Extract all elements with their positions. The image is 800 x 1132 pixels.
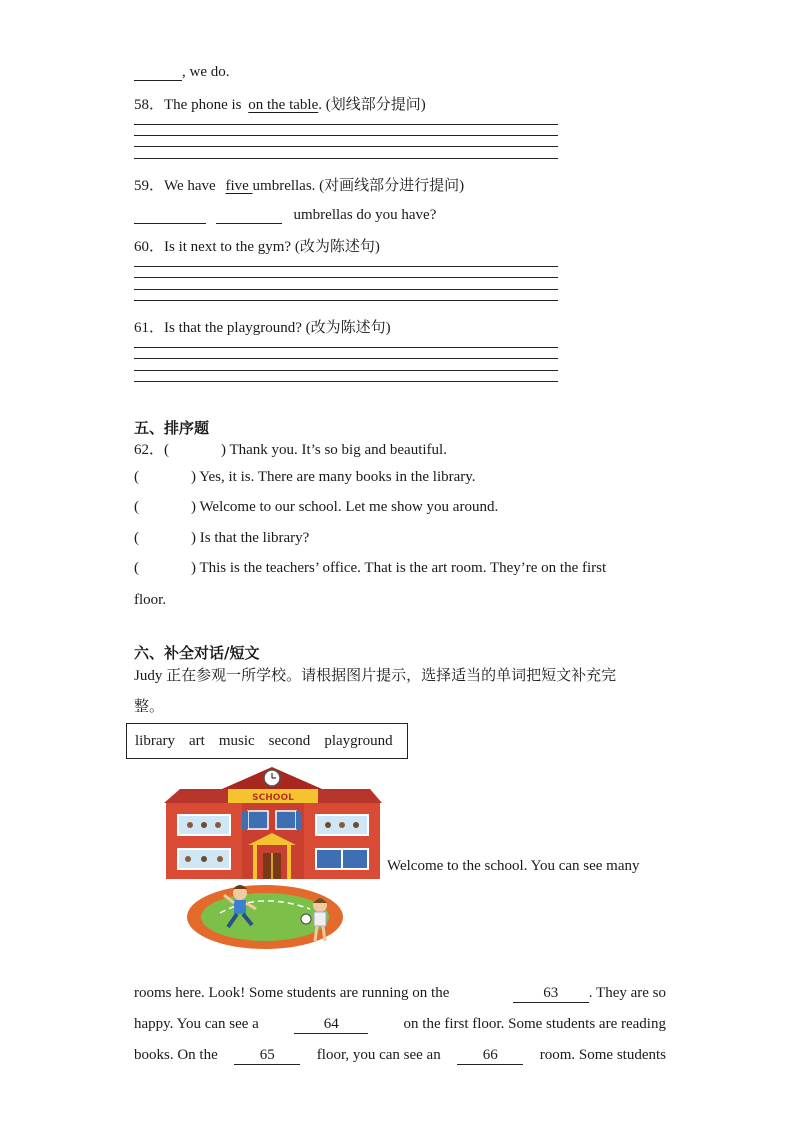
section6-title: 六、补全对话/短文 [134,644,260,662]
order-item-e-wrap: floor. [134,592,167,608]
q58-pre: The phone is [164,97,246,113]
blank-65[interactable]: 65 [234,1047,300,1065]
passage-text: rooms here. Look! Some students are running on the [134,985,450,1001]
passage-line-2 [134,1016,666,1034]
q58-post: . (划线部分提问) [318,97,426,113]
passage-text: room. Some students [539,1047,666,1063]
q59-number: 59． [134,178,165,194]
q58-question [134,93,426,114]
q59-post: umbrellas. (对画线部分进行提问) [252,178,465,194]
q58-number: 58． [134,97,165,113]
passage-text: happy. You can see a [134,1016,259,1032]
order-item-prefix: ( [134,560,139,576]
order-item-text: ) Yes, it is. There are many books in the library. [191,469,476,485]
order-item-prefix: 62．( [134,442,169,458]
section6-instruction-line-2: 整。 [134,699,165,715]
blank-66[interactable]: 66 [457,1047,523,1065]
order-item-prefix: ( [134,530,139,546]
order-item-text: ) This is the teachers’ office. That is the art room. They’re on the first [191,560,607,576]
section6-instruction-line-1: Judy 正在参观一所学校。请根据图片提示，选择适当的单词把短文补充完 [134,668,617,684]
passage-line-1 [134,985,666,1003]
order-item-c [134,499,498,516]
q57-tail: , we do. [182,64,230,80]
blank-64[interactable]: 64 [294,1016,368,1034]
school-illustration [160,763,384,953]
q60-text: Is it next to the gym? (改为陈述句) [164,239,380,255]
q59-blank-2[interactable] [216,205,282,224]
q61-number: 61． [134,320,165,336]
q59-answer-tail: umbrellas do you have? [293,207,437,223]
passage-text: books. On the [134,1047,218,1063]
passage-text: . They are so [588,985,666,1001]
q61-question [134,316,391,337]
q57-answer-line [134,62,230,81]
order-item-prefix: ( [134,499,139,515]
order-item-62 [134,438,447,459]
passage-line-3 [134,1047,666,1065]
passage-text: floor, you can see an [316,1047,441,1063]
q58-answer-line-1[interactable] [134,124,558,125]
word-bank-item: second [268,732,311,749]
q61-answer-line-1[interactable] [134,347,558,348]
blank-63[interactable]: 63 [513,985,589,1003]
order-item-text: ) Is that the library? [191,530,310,546]
q60-number: 60． [134,239,165,255]
q60-answer-line-4[interactable] [134,300,558,301]
order-item-e [134,560,606,577]
q60-question [134,235,380,256]
q60-answer-line-1[interactable] [134,266,558,267]
word-bank-item: music [218,732,255,749]
q59-pre: We have [164,178,220,194]
q57-blank[interactable] [134,62,182,81]
word-bank-item: library [135,732,175,749]
word-bank-item: art [188,732,205,749]
q59-answer-line [134,205,436,224]
q59-blank-1[interactable] [134,205,206,224]
order-item-prefix: ( [134,469,139,485]
q58-answer-line-3[interactable] [134,146,558,147]
order-item-text: ) Thank you. It’s so big and beautiful. [221,442,447,458]
q59-underlined: five [225,178,253,194]
q60-answer-line-2[interactable] [134,277,558,278]
order-item-d [134,530,309,547]
q59-question [134,174,464,195]
q58-answer-line-4[interactable] [134,158,558,159]
word-bank [126,723,408,759]
q61-answer-line-4[interactable] [134,381,558,382]
passage-text: on the first floor. Some students are reading [403,1016,666,1032]
q60-answer-line-3[interactable] [134,289,558,290]
order-item-text: ) Welcome to our school. Let me show you around. [191,499,499,515]
q58-underlined: on the table [248,97,319,113]
q58-answer-line-2[interactable] [134,135,558,136]
section5-title: 五、排序题 [134,419,210,437]
q61-text: Is that the playground? (改为陈述句) [164,320,391,336]
order-item-b [134,469,476,486]
school-sign: SCHOOL [252,793,294,803]
word-bank-item: playground [324,732,393,749]
q61-answer-line-2[interactable] [134,358,558,359]
q61-answer-line-3[interactable] [134,370,558,371]
passage-intro: Welcome to the school. You can see many [387,858,640,874]
